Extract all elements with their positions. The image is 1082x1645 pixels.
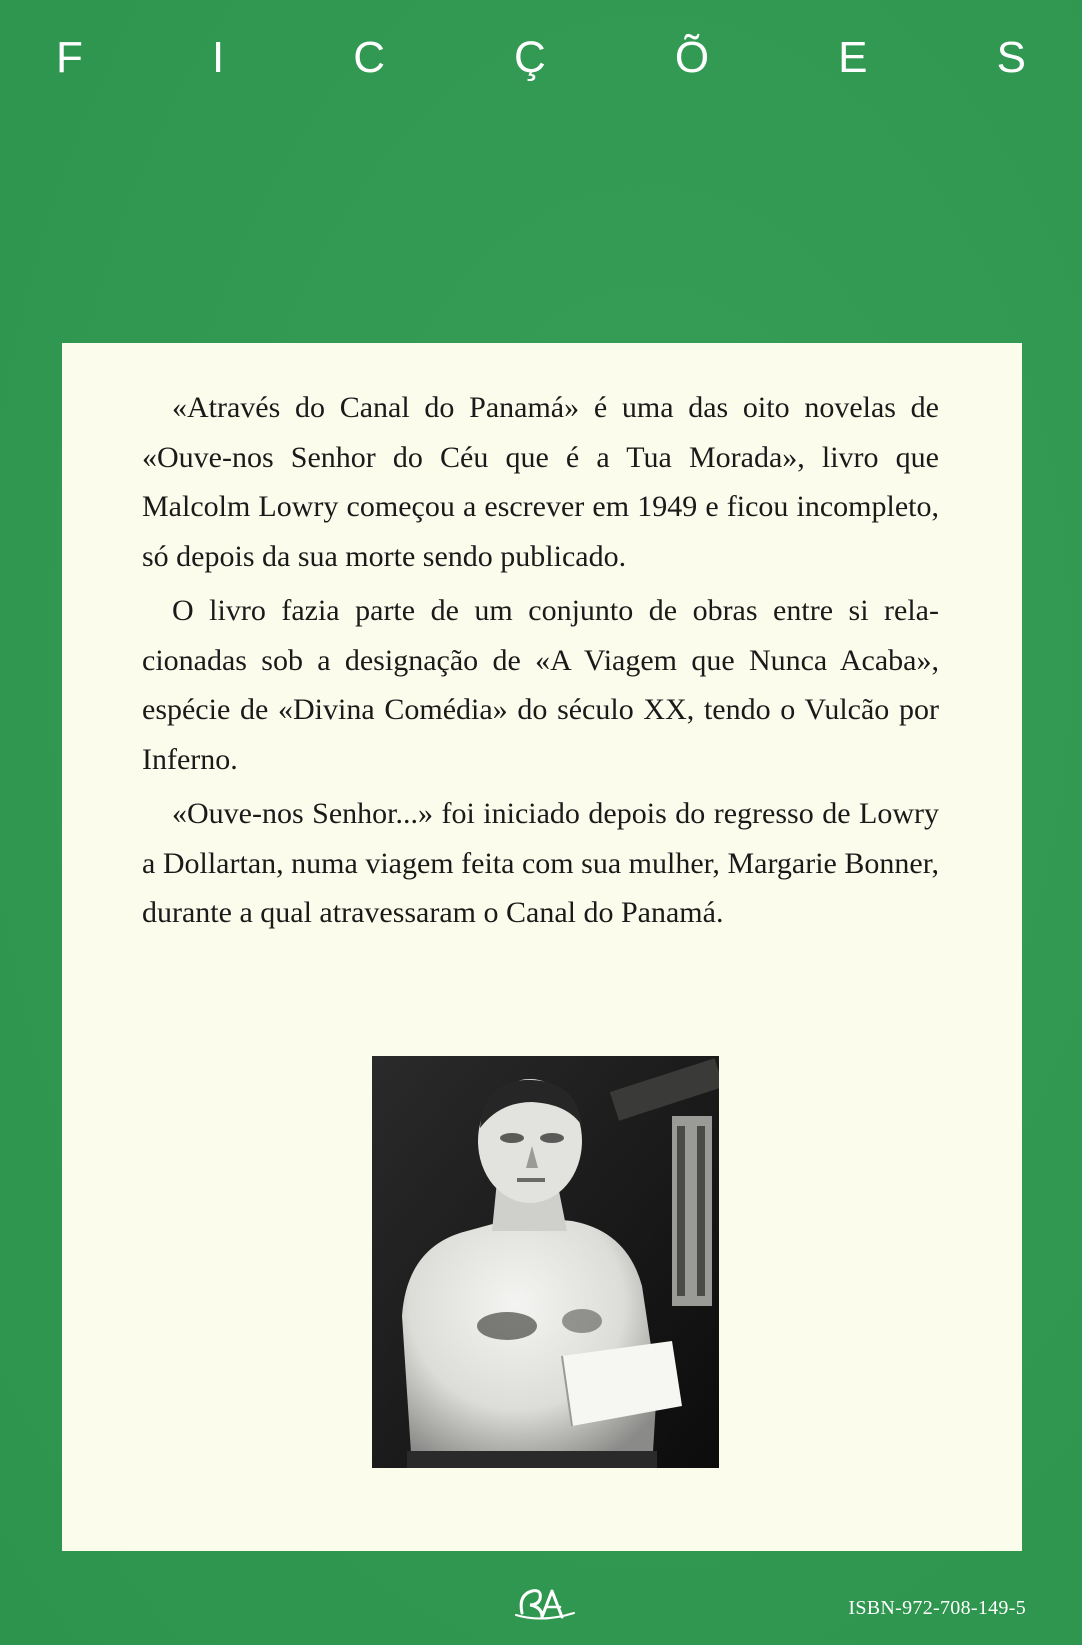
series-letter: S	[996, 33, 1026, 82]
blurb-paragraph-2: O livro fazia parte de um conjunto de obras entre si relacionadas sob a designação de «A Viagem que Nunca Acaba», espécie de «Divina Comédia» do século XX, tendo o Vulcão por Inferno.	[142, 594, 939, 776]
series-letter: F	[56, 33, 83, 82]
blurb-paragraph-1: «Através do Canal do Panamá» é uma das oito novelas de «Ouve-nos Senhor do Céu que é a Tua Morada», livro que Malcolm Lowry começou a escrever em 1949 e ficou incompleto, só depois da sua morte sendo publicado.	[142, 391, 939, 573]
author-photo	[372, 1056, 719, 1468]
text-panel	[62, 343, 1022, 1551]
publisher-logo-icon	[512, 1583, 578, 1623]
series-letter: I	[211, 33, 225, 82]
series-letter: C	[353, 33, 385, 82]
series-letter: E	[838, 33, 868, 82]
author-photo-graphic	[372, 1056, 719, 1468]
series-title	[56, 33, 1026, 82]
isbn: ISBN-972-708-149-5	[848, 1597, 1026, 1619]
series-letter: Ç	[514, 33, 546, 82]
blurb	[142, 383, 939, 943]
series-letter: Õ	[674, 33, 710, 82]
blurb-paragraph-3: «Ouve-nos Senhor...» foi iniciado depois do regresso de Lowry a Dollartan, numa viagem feita com sua mulher, Margarie Bonner, durante a qual atravessaram o Canal do Panamá.	[142, 797, 939, 929]
publisher-logo	[512, 1583, 578, 1623]
